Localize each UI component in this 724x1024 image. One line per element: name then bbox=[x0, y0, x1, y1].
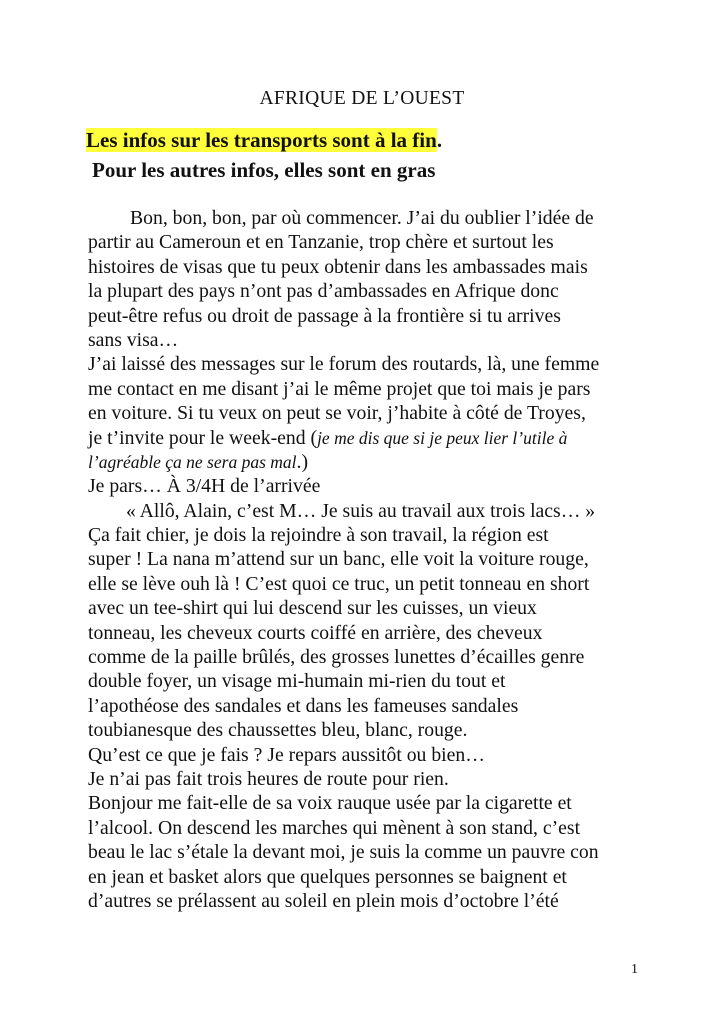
text-line: l’apothéose des sandales et dans les fameuses sandales bbox=[88, 694, 519, 717]
text-line: beau le lac s’étale la devant moi, je suis la comme un pauvre con bbox=[88, 841, 599, 864]
text-line: Ça fait chier, je dois la rejoindre à son travail, la région est bbox=[88, 524, 549, 547]
text-segment: je t’invite pour le week-end bbox=[88, 426, 306, 449]
text-line-quote: « Allô, Alain, c’est M… Je suis au travail aux trois lacs… » bbox=[126, 499, 596, 522]
text-line: avec un tee-shirt qui lui descend sur les cuisses, un vieux bbox=[88, 597, 537, 620]
text-line: d’autres se prélassent au soleil en plein mois d’octobre l’été bbox=[88, 889, 559, 912]
text-line: en jean et basket alors que quelques personnes se baignent et bbox=[88, 865, 567, 888]
transport-note bbox=[86, 128, 442, 153]
text-line: double foyer, un visage mi-humain mi-rien du tout et bbox=[88, 670, 506, 693]
italic-aside: l’agréable ça ne sera pas mal bbox=[88, 451, 297, 472]
text-line: la plupart des pays n’ont pas d’ambassades en Afrique donc bbox=[88, 280, 559, 303]
text-line bbox=[88, 450, 648, 474]
text-line: Je n’ai pas fait trois heures de route pour rien. bbox=[88, 767, 449, 790]
text-line: toubianesque des chaussettes bleu, blanc, rouge. bbox=[88, 719, 468, 742]
bold-note: Pour les autres infos, elles sont en gras bbox=[92, 158, 436, 182]
text-line: me contact en me disant j’ai le même projet que toi mais je pars bbox=[88, 377, 591, 400]
highlighted-text: Les infos sur les transports sont à la fin bbox=[86, 128, 437, 152]
text-line: en voiture. Si tu veux on peut se voir, j’habite à côté de Troyes, bbox=[88, 402, 586, 425]
paren-close: .) bbox=[296, 450, 308, 473]
text-line: peut-être refus ou droit de passage à la frontière si tu arrives bbox=[88, 304, 561, 327]
text-line: Bonjour me fait-elle de sa voix rauque usée par la cigarette et bbox=[88, 792, 572, 815]
text-line: elle se lève ouh là ! C’est quoi ce truc, un petit tonneau en short bbox=[88, 572, 590, 595]
page-number: 1 bbox=[631, 962, 638, 977]
paren-open: ( bbox=[305, 426, 318, 449]
text-line: Qu’est ce que je fais ? Je repars aussitôt ou bien… bbox=[88, 743, 485, 766]
text-line: Bon, bon, bon, par où commencer. J’ai du oublier l’idée de bbox=[130, 207, 594, 229]
text-line: partir au Cameroun et en Tanzanie, trop chère et surtout les bbox=[88, 231, 554, 254]
text-line: sans visa… bbox=[88, 328, 179, 351]
page-title: AFRIQUE DE L’OUEST bbox=[259, 88, 465, 109]
body-text bbox=[88, 206, 648, 913]
text-line: J’ai laissé des messages sur le forum des routards, là, une femme bbox=[88, 353, 600, 376]
transport-note-period: . bbox=[436, 128, 443, 152]
text-line: Je pars… À 3/4H de l’arrivée bbox=[88, 475, 321, 498]
text-line: super ! La nana m’attend sur un banc, elle voit la voiture rouge, bbox=[88, 548, 589, 571]
text-line: tonneau, les cheveux courts coiffé en arrière, des cheveux bbox=[88, 621, 543, 644]
text-line bbox=[88, 426, 648, 450]
text-line: l’alcool. On descend les marches qui mènent à son stand, c’est bbox=[88, 816, 581, 839]
text-line: comme de la paille brûlés, des grosses lunettes d’écailles genre bbox=[88, 646, 585, 669]
text-line: histoires de visas que tu peux obtenir dans les ambassades mais bbox=[88, 255, 588, 278]
italic-aside: je me dis que si je peux lier l’utile à bbox=[317, 427, 568, 448]
